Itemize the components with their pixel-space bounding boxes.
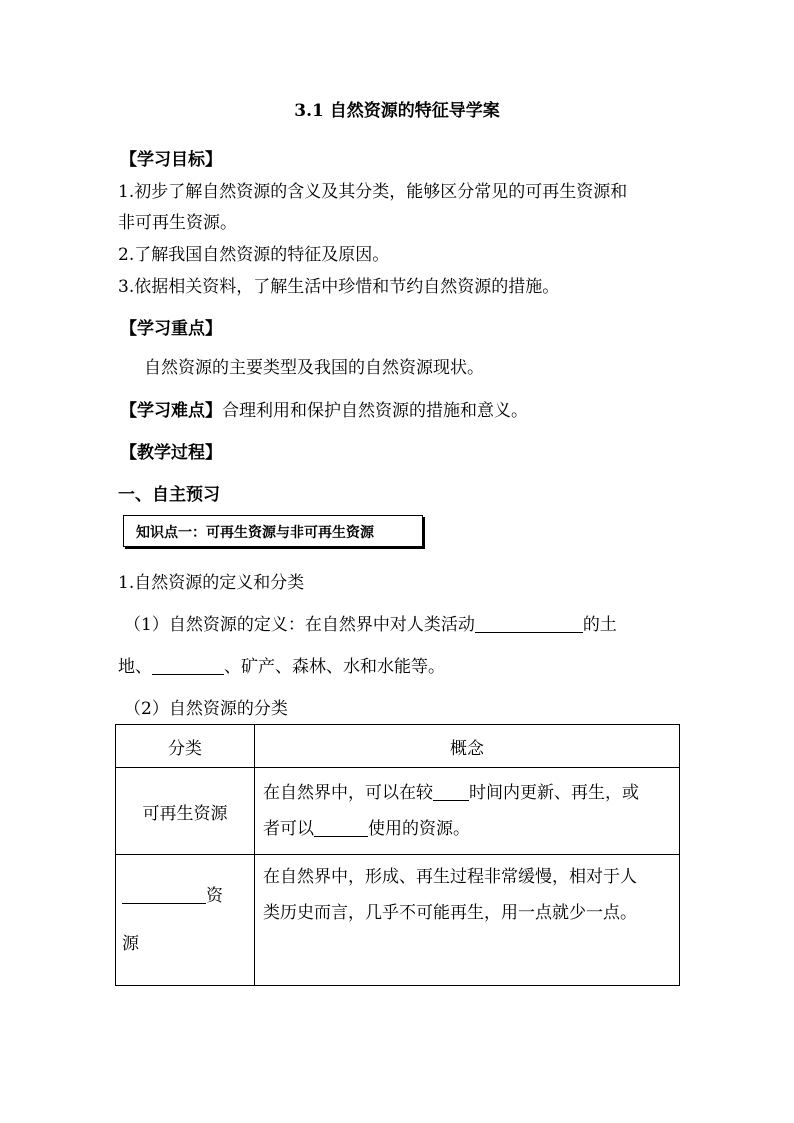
concept-line: 类历史而言，几乎不可能再生，用一点就少一点。	[263, 903, 637, 923]
answer-blank[interactable]	[433, 782, 469, 801]
question-1-heading: 1.自然资源的定义和分类	[118, 573, 305, 593]
difficulties-line	[120, 396, 528, 421]
concept-text: 时间内更新、再生，或	[469, 783, 639, 803]
answer-blank[interactable]	[122, 885, 206, 904]
difficulties-text: 合理利用和保护自然资源的措施和意义。	[222, 401, 528, 421]
definition-line-1	[124, 610, 617, 635]
definition-text-b: 的土	[582, 615, 617, 635]
row-nonrenewable-concept	[255, 855, 680, 986]
definition-text-d: 、矿产、森林、水和水能等。	[224, 657, 445, 677]
row-nonrenewable-category	[116, 855, 255, 986]
row-renewable-concept	[255, 768, 680, 855]
knowledge-point-label: 知识点一：可再生资源与非可再生资源	[136, 525, 374, 541]
key-points-heading: 【学习重点】	[120, 319, 222, 339]
knowledge-point-box	[123, 515, 423, 547]
answer-blank[interactable]	[152, 656, 224, 675]
answer-blank[interactable]	[475, 614, 583, 633]
objective-1-line-1: 1.初步了解自然资源的含义及其分类，能够区分常见的可再生资源和	[118, 182, 628, 202]
objective-2: 2.了解我国自然资源的特征及原因。	[118, 245, 390, 265]
table-row	[116, 855, 680, 986]
category-line: 源	[122, 934, 139, 954]
table-header-row	[116, 725, 680, 768]
concept-line: 在自然界中，形成、再生过程非常缓慢，相对于人	[263, 867, 637, 887]
concept-line	[255, 811, 679, 847]
section-1-heading: 一、自主预习	[118, 485, 220, 505]
header-concept: 概念	[255, 725, 680, 768]
concept-text: 使用的资源。	[368, 819, 470, 839]
key-points-text: 自然资源的主要类型及我国的自然资源现状。	[144, 358, 484, 378]
concept-text: 者可以	[263, 819, 314, 839]
category-text: 资	[206, 886, 223, 906]
document-title: 3.1 自然资源的特征导学案	[294, 101, 500, 121]
header-category: 分类	[116, 725, 255, 768]
objective-3: 3.依据相关资料，了解生活中珍惜和节约自然资源的措施。	[118, 277, 560, 297]
objectives-heading: 【学习目标】	[120, 150, 222, 170]
concept-line	[255, 775, 679, 811]
classification-heading: （2）自然资源的分类	[124, 699, 288, 719]
row-renewable-category: 可再生资源	[116, 768, 255, 855]
answer-blank[interactable]	[314, 818, 368, 837]
objective-1-line-2: 非可再生资源。	[118, 213, 237, 233]
difficulties-heading: 【学习难点】	[120, 401, 222, 421]
definition-line-2	[118, 652, 445, 677]
table-row	[116, 768, 680, 855]
process-heading: 【教学过程】	[120, 443, 222, 463]
definition-text-c: 地、	[118, 657, 152, 677]
classification-table	[115, 724, 680, 986]
category-line	[122, 872, 254, 920]
concept-text: 在自然界中，可以在较	[263, 783, 433, 803]
definition-text-a: （1）自然资源的定义：在自然界中对人类活动	[124, 615, 475, 635]
